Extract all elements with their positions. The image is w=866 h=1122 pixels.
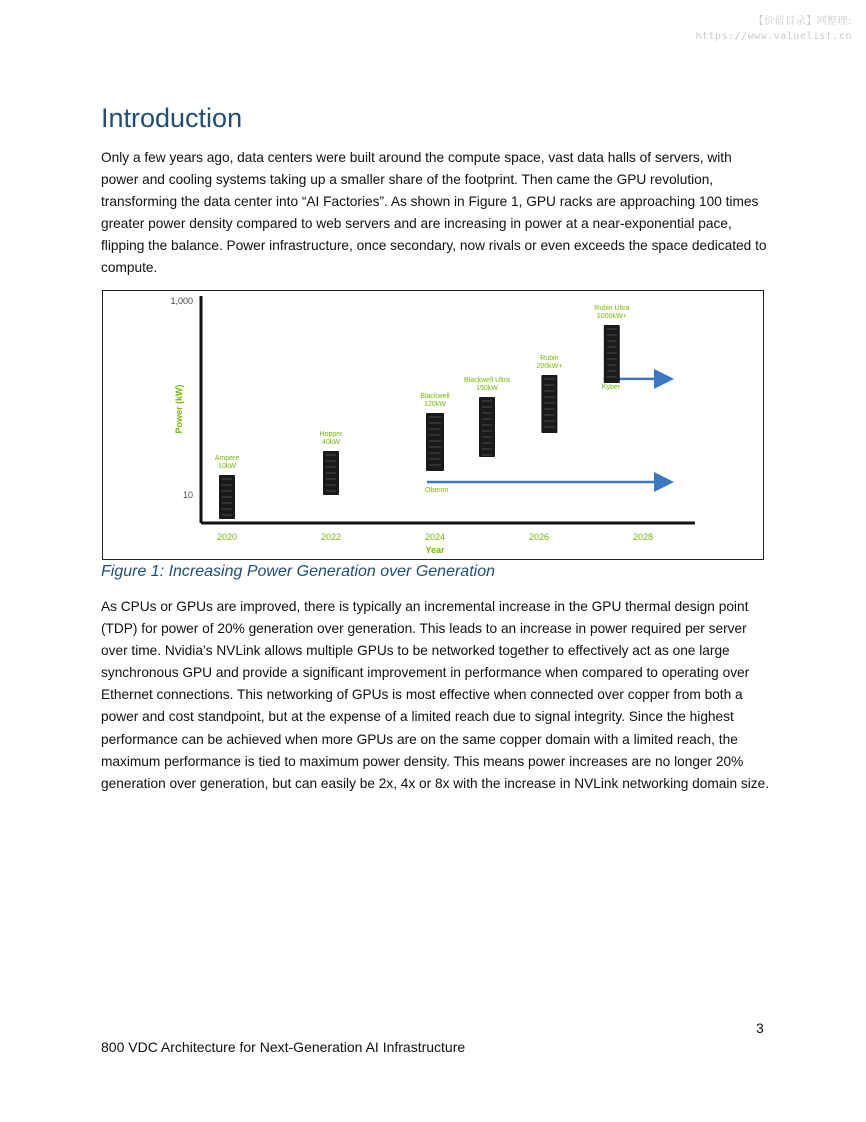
power-chart [103,291,763,559]
x-tick-label: 2022 [320,532,342,542]
watermark [696,14,853,44]
rack-power-hopper: 40kW [322,439,340,446]
figure-caption: Figure 1: Increasing Power Generation over Generation [101,563,495,580]
rack-power-rubin-ultra: 1000kW+ [596,313,627,320]
rack-name-hopper: Hopper [319,431,343,438]
intro-paragraph: Only a few years ago, data centers were built around the compute space, vast data halls of servers, with power and cooling systems taking up a smaller share of the footprint. Then came the GPU revolution, transforming the data center into “AI Factories”. As shown in Figure 1, GPU racks are approaching 100 times greater power density compared to web servers and are increasing in power at a near-exponential pace, flipping the balance. Power infrastructure, once secondary, now rivals or even exceeds the space dedicated to compute. [101,150,767,276]
y-tick-label: 10 [182,490,193,500]
page-number: 3 [756,1020,764,1036]
rack-power-rubin: 200kW+ [536,363,563,370]
annotation-label-oberon: Oberon [425,487,449,494]
x-tick-label: 2020 [216,532,238,542]
x-axis-label: Year [425,545,445,555]
body-paragraph: As CPUs or GPUs are improved, there is typically an incremental increase in the GPU thermal design point (TDP) for power of 20% generation over generation. This leads to an increase in power required per server over time. Nvidia’s NVLink allows multiple GPUs to be networked together to effectively act as one large synchronous GPU and provide a significant improvement in performance when compared to operating over Ethernet connections. This networking of GPUs is most effective when connected over copper from both a power and cost standpoint, but at the expense of a limited reach due to signal integrity. Since the highest performance can be achieved when more GPUs are on the same copper domain with a limited reach, the maximum performance is tied to maximum power density. This means power increases are no longer 20% generation over generation, but can easily be 2x, 4x or 8x with the increase in NVLink networking domain size. [101,599,770,791]
rack-power-ampere: 10kW [218,463,236,470]
rack-power-blackwell-ultra: 150kW [476,385,498,392]
rack-name-blackwell-ultra: Blackwell Ultra [464,377,510,384]
rack-power-blackwell: 120kW [424,401,446,408]
rack-blackwell [426,413,444,471]
footer-text: 800 VDC Architecture for Next-Generation AI Infrastructure [101,1039,466,1055]
y-axis-label: Power (kW) [174,384,184,434]
watermark-line-1: 【价值目录】网整理: [753,16,852,27]
rack-name-rubin: Rubin [540,355,559,362]
x-tick-label: 2028 [632,532,654,542]
rack-name-rubin-ultra: Rubin Ultra [594,305,630,312]
section-title: Introduction [101,103,243,133]
watermark-line-2: https://www.valuelist.cn [695,31,852,42]
rack-blackwell-ultra [479,397,495,457]
rack-name-blackwell: Blackwell [420,393,450,400]
rack-rubin [541,375,557,433]
x-tick-label: 2024 [424,532,446,542]
rack-name-ampere: Ampere [214,455,240,462]
figure-1 [102,290,764,560]
rack-rubin-ultra [604,325,620,383]
x-tick-label: 2026 [528,532,550,542]
y-tick-label: 1,000 [170,296,193,306]
annotation-label-kyber: Kyber [601,383,621,391]
